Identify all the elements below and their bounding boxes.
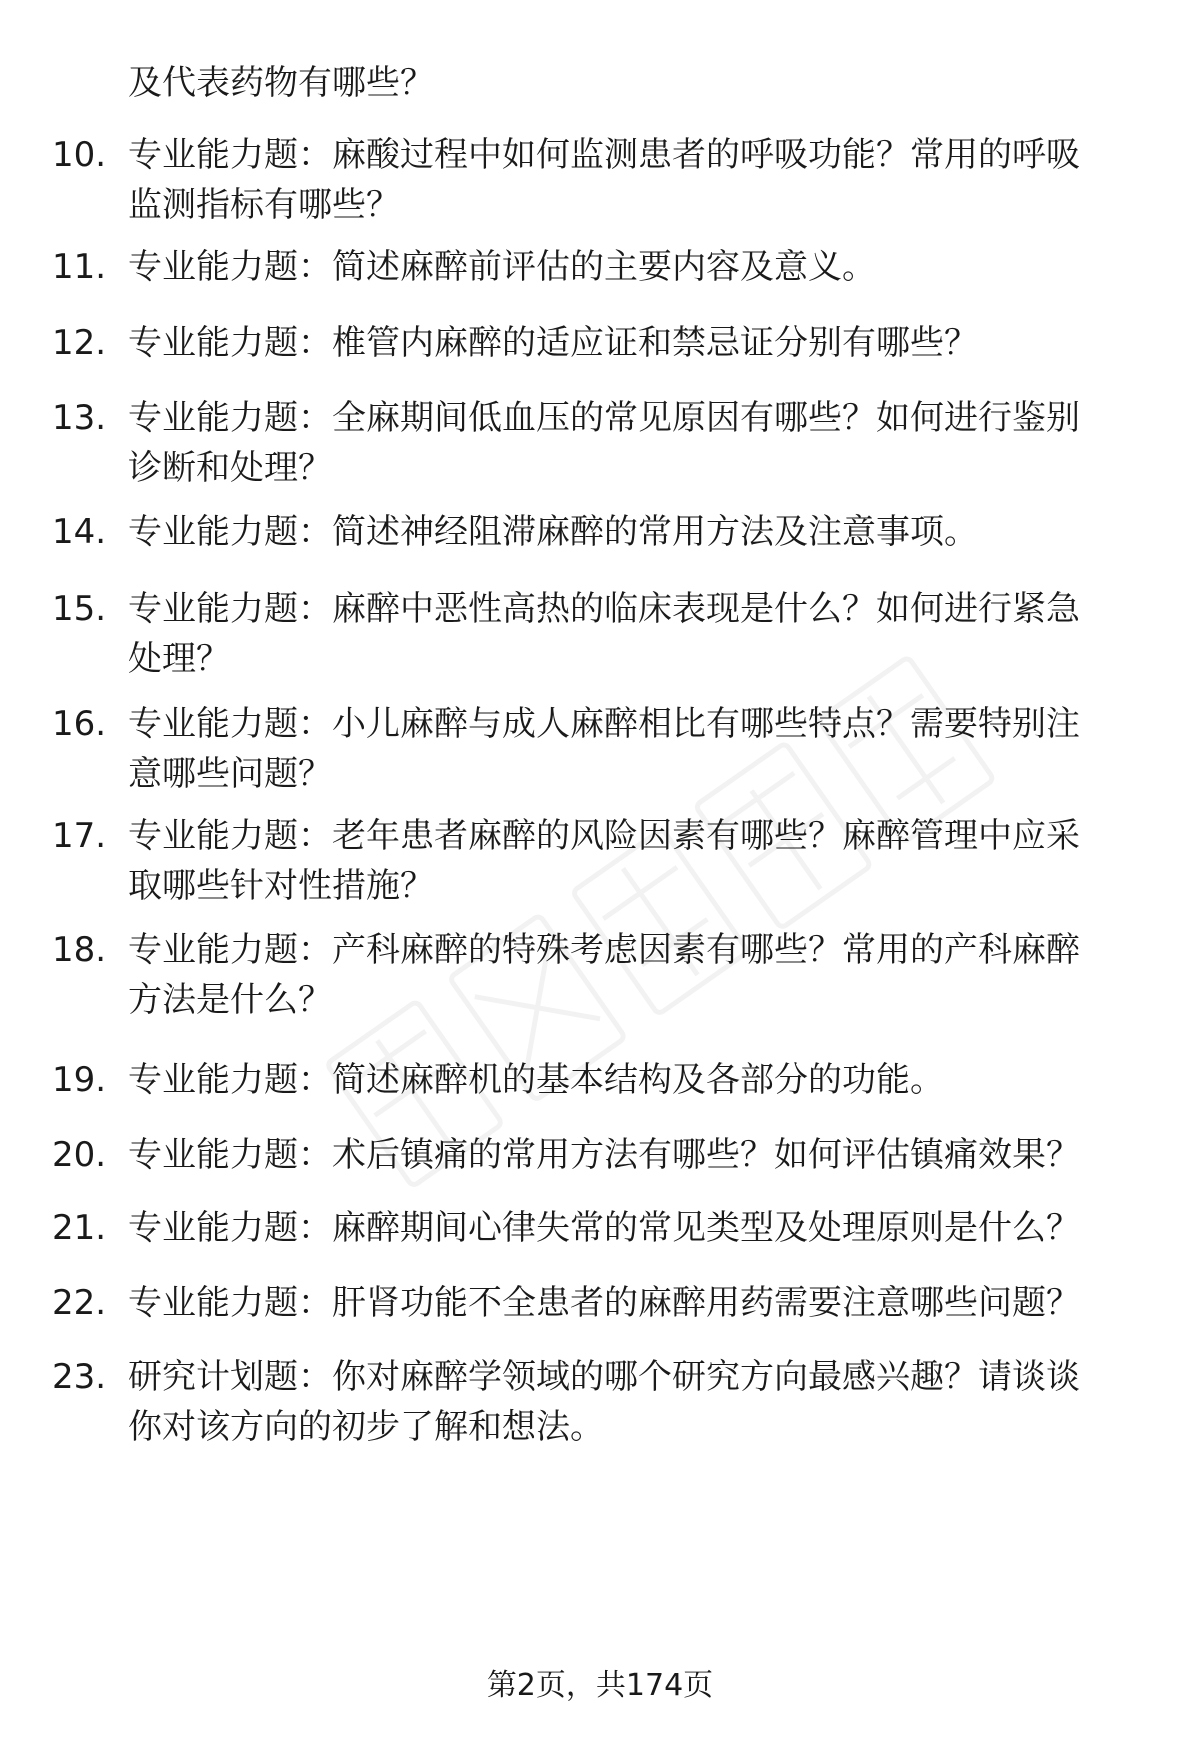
question-number: 18. (52, 930, 107, 970)
question-number: 20. (52, 1135, 107, 1175)
question-text (128, 699, 1143, 799)
question-text (128, 242, 1143, 292)
question-number: 19. (52, 1060, 107, 1100)
question-text (128, 318, 1143, 368)
question-text-line: 专业能力题：老年患者麻醉的风险因素有哪些？麻醉管理中应采 (128, 816, 1080, 856)
question-text-line: 专业能力题：术后镇痛的常用方法有哪些？如何评估镇痛效果？ (128, 1135, 1080, 1175)
question-text-line: 专业能力题：麻醉中恶性高热的临床表现是什么？如何进行紧急 (128, 589, 1080, 629)
question-text-line: 专业能力题：产科麻醉的特殊考虑因素有哪些？常用的产科麻醉 (128, 930, 1080, 970)
question-text (128, 925, 1143, 1025)
question-text-line: 意哪些问题？ (128, 754, 332, 794)
question-text (128, 811, 1143, 911)
question-text-line: 专业能力题：麻酸过程中如何监测患者的呼吸功能？常用的呼吸 (128, 135, 1080, 175)
question-text (128, 1203, 1143, 1253)
question-text (128, 1055, 1143, 1105)
question-text-line: 专业能力题：椎管内麻醉的适应证和禁忌证分别有哪些？ (128, 323, 978, 363)
question-text-line: 处理？ (128, 639, 230, 679)
question-text-line: 专业能力题：小儿麻醉与成人麻醉相比有哪些特点？需要特别注 (128, 704, 1080, 744)
question-number: 16. (52, 704, 107, 744)
question-number: 17. (52, 816, 107, 856)
question-text-line: 监测指标有哪些？ (128, 185, 400, 225)
question-text-line: 专业能力题：麻醉期间心律失常的常见类型及处理原则是什么？ (128, 1208, 1080, 1248)
question-continuation: 及代表药物有哪些？ (128, 63, 434, 103)
question-text-line: 诊断和处理？ (128, 448, 332, 488)
question-number: 14. (52, 512, 107, 552)
page-footer: 第2页，共174页 (486, 1668, 714, 1703)
question-text-line: 专业能力题：简述麻醉机的基本结构及各部分的功能。 (128, 1060, 944, 1100)
question-text (128, 1278, 1143, 1328)
question-text-line: 专业能力题：简述麻醉前评估的主要内容及意义。 (128, 247, 876, 287)
question-text-line: 你对该方向的初步了解和想法。 (128, 1407, 604, 1447)
question-number: 13. (52, 398, 107, 438)
question-number: 21. (52, 1208, 107, 1248)
question-text (128, 130, 1143, 230)
question-text (128, 1352, 1143, 1452)
question-text (128, 393, 1143, 493)
question-text-line: 方法是什么？ (128, 980, 332, 1020)
question-number: 15. (52, 589, 107, 629)
question-number: 22. (52, 1283, 107, 1323)
question-text-line: 专业能力题：简述神经阻滞麻醉的常用方法及注意事项。 (128, 512, 978, 552)
question-number: 23. (52, 1357, 107, 1397)
question-text-line: 专业能力题：全麻期间低血压的常见原因有哪些？如何进行鉴别 (128, 398, 1080, 438)
question-text (128, 507, 1143, 557)
question-text (128, 1130, 1143, 1180)
question-text-line: 研究计划题：你对麻醉学领域的哪个研究方向最感兴趣？请谈谈 (128, 1357, 1080, 1397)
question-text (128, 584, 1143, 684)
question-text-line: 专业能力题：肝肾功能不全患者的麻醉用药需要注意哪些问题？ (128, 1283, 1080, 1323)
question-number: 10. (52, 135, 107, 175)
question-number: 12. (52, 323, 107, 363)
question-text-line: 取哪些针对性措施？ (128, 866, 434, 906)
question-number: 11. (52, 247, 107, 287)
